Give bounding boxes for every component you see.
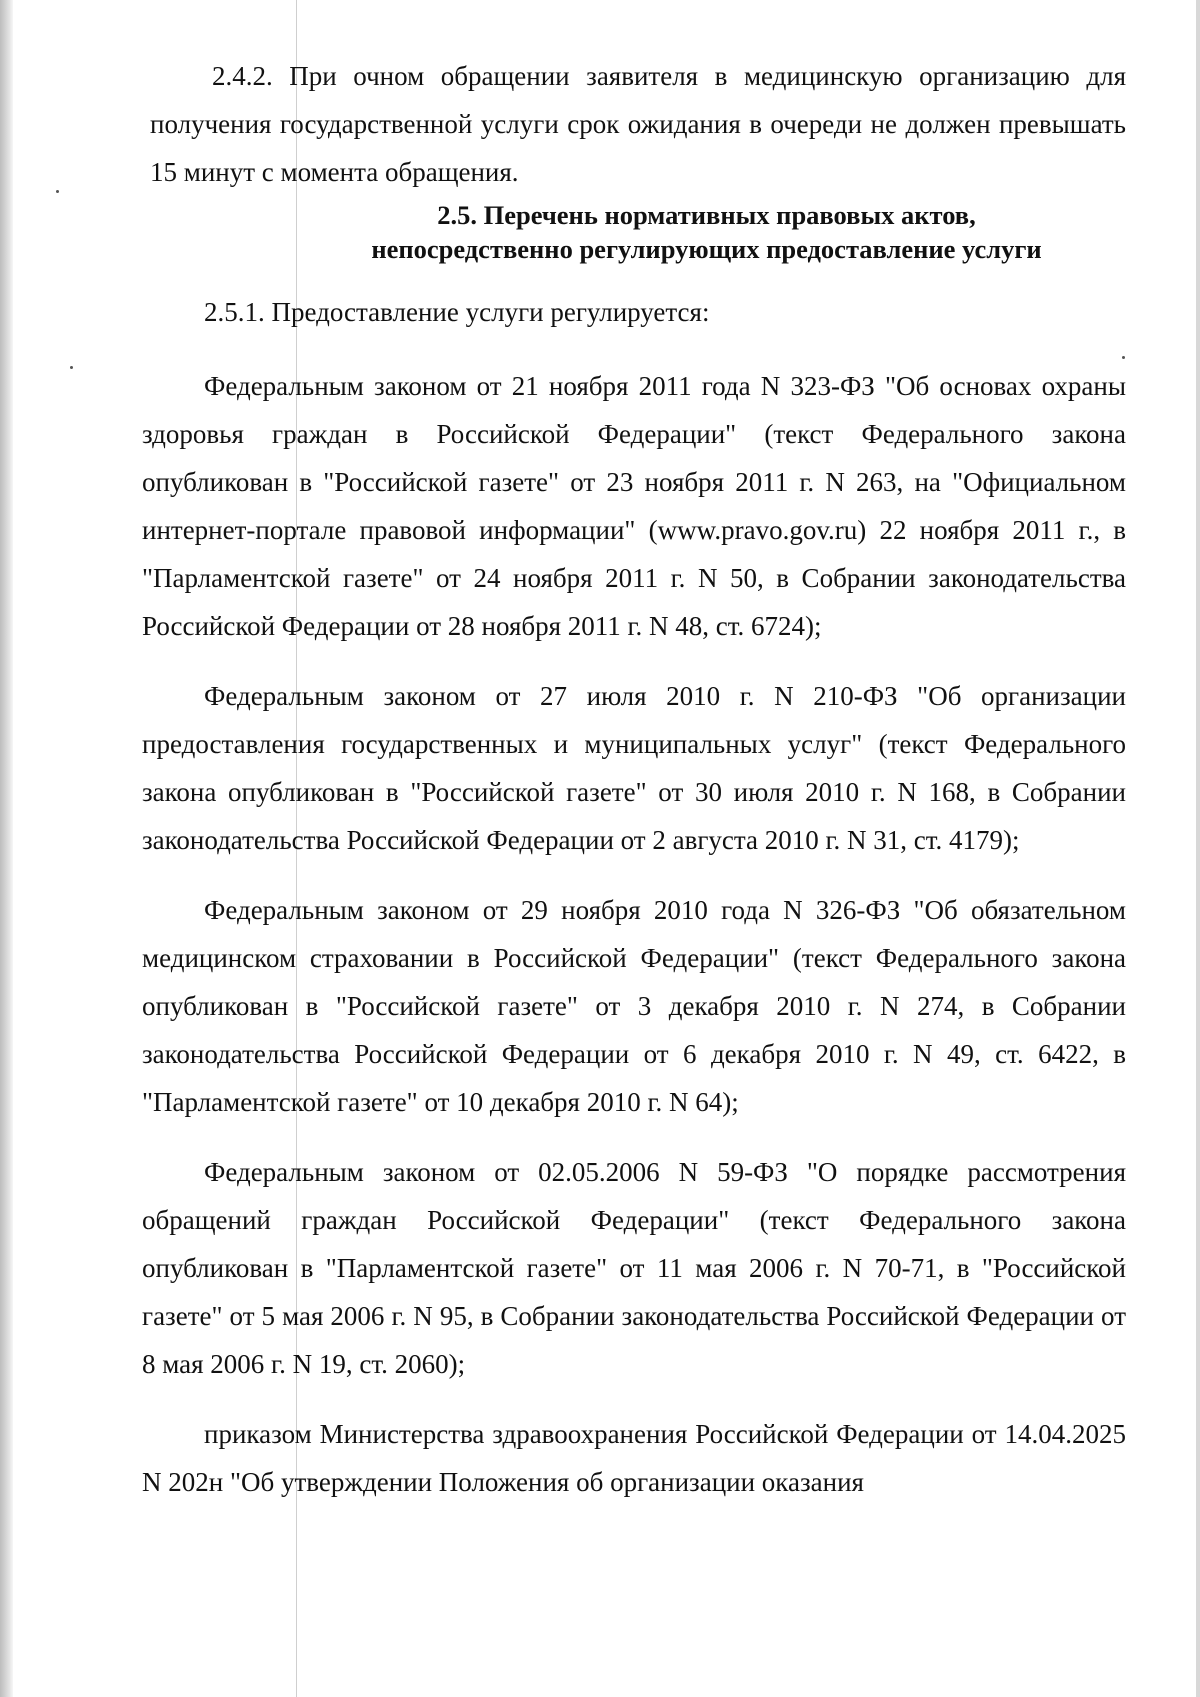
scan-speck xyxy=(56,190,59,193)
scan-speck xyxy=(70,366,73,369)
legal-act-item: Федеральным законом от 27 июля 2010 г. N 210-ФЗ "Об организации предоставления государственных и муниципальных услуг" (текст Федерального закона опубликован в "Российской газете" от 30 июля 2010 г. N 168, в Собрании законодательства Российской Федерации от 2 августа 2010 г. N 31, ст. 4179); xyxy=(142,681,1126,855)
legal-act-item: Федеральным законом от 02.05.2006 N 59-ФЗ "О порядке рассмотрения обращений граждан Российской Федерации" (текст Федерального закона опубликован в "Парламентской газете" от 11 мая 2006 г. N 70-71, в "Российской газете" от 5 мая 2006 г. N 95, в Собрании законодательства Российской Федерации от 8 мая 2006 г. N 19, ст. 2060); xyxy=(142,1157,1126,1379)
scan-edge-right xyxy=(1196,0,1200,1697)
paragraph-2-4-2: 2.4.2. При очном обращении заявителя в медицинскую организацию для получения государственной услуги срок ожидания в очереди не должен превышать 15 минут с момента обращения. xyxy=(150,61,1126,187)
scan-edge-left xyxy=(0,0,13,1697)
paragraph-2-5-1: 2.5.1. Предоставление услуги регулируется: xyxy=(204,297,710,327)
document-page xyxy=(142,52,1126,1506)
section-heading-line-1: 2.5. Перечень нормативных правовых актов, xyxy=(437,200,976,230)
legal-act-item: приказом Министерства здравоохранения Российской Федерации от 14.04.2025 N 202н "Об утверждении Положения об организации оказания xyxy=(142,1419,1126,1497)
legal-act-item: Федеральным законом от 29 ноября 2010 года N 326-ФЗ "Об обязательном медицинском страховании в Российской Федерации" (текст Федерального закона опубликован в "Российской газете" от 3 декабря 2010 г. N 274, в Собрании законодательства Российской Федерации от 6 декабря 2010 г. N 49, ст. 6422, в "Парламентской газете" от 10 декабря 2010 г. N 64); xyxy=(142,895,1126,1117)
legal-act-item: Федеральным законом от 21 ноября 2011 года N 323-ФЗ "Об основах охраны здоровья граждан в Российской Федерации" (текст Федерального закона опубликован в "Российской газете" от 23 ноября 2011 г. N 263, на "Официальном интернет-портале правовой информации" (www.pravo.gov.ru) 22 ноября 2011 г., в "Парламентской газете" от 24 ноября 2011 г. N 50, в Собрании законодательства Российской Федерации от 28 ноября 2011 г. N 48, ст. 6724); xyxy=(142,371,1126,641)
section-2-5-heading xyxy=(142,198,1126,266)
section-heading-line-2: непосредственно регулирующих предоставление услуги xyxy=(371,234,1042,264)
